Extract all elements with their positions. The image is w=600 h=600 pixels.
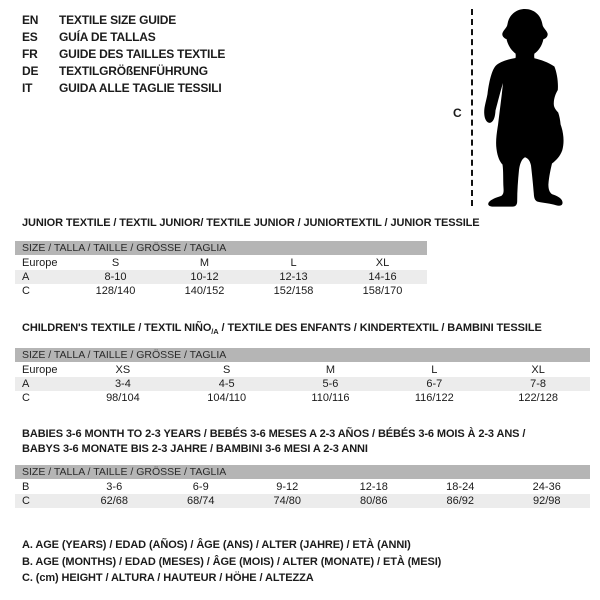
row-label: C — [22, 392, 30, 404]
table-row-europe — [15, 363, 590, 378]
table-row-height — [15, 391, 590, 405]
value-cell: 24-36 — [532, 481, 561, 493]
value-cell: 7-8 — [486, 377, 590, 391]
value-cell: 92/98 — [504, 494, 591, 508]
table-row-height — [15, 494, 590, 508]
row-label: Europe — [22, 364, 58, 376]
title-text: / TEXTILE DES ENFANTS / KINDERTEXTIL / BAMBINI TESSILE — [218, 322, 542, 334]
language-title: GUIDE DES TAILLES TEXTILE — [59, 47, 226, 61]
title-text: CHILDREN'S TEXTILE / TEXTIL NIÑO — [22, 322, 212, 334]
language-code: EN — [22, 13, 39, 27]
size-cell: XL — [531, 364, 545, 376]
value-cell: 18-24 — [446, 481, 475, 493]
junior-section-title: JUNIOR TEXTILE / TEXTIL JUNIOR/ TEXTILE JUNIOR / JUNIORTEXTIL / JUNIOR TESSILE — [22, 217, 480, 229]
footnote-c: C. (cm) HEIGHT / ALTURA / HAUTEUR / HÖHE / ALTEZZA — [22, 572, 314, 584]
language-title: GUIDA ALLE TAGLIE TESSILI — [59, 81, 222, 95]
table-row-age — [15, 377, 590, 391]
toddler-silhouette — [482, 8, 568, 208]
size-cell: S — [223, 364, 231, 376]
footnotes — [22, 537, 441, 587]
language-code: FR — [22, 47, 38, 61]
value-cell: 104/110 — [207, 392, 247, 404]
language-title: GUÍA DE TALLAS — [59, 30, 156, 44]
value-cell: 10-12 — [160, 270, 249, 284]
language-list — [22, 12, 225, 97]
language-code: DE — [22, 64, 39, 78]
row-label: B — [22, 481, 30, 493]
size-cell: L — [431, 364, 438, 376]
size-cell: L — [290, 257, 297, 269]
row-label: C — [15, 494, 71, 508]
row-label: A — [15, 270, 71, 284]
value-cell: 110/116 — [311, 392, 350, 404]
language-row-en — [22, 12, 225, 29]
value-cell: 116/122 — [414, 392, 454, 404]
value-cell: 80/86 — [331, 494, 418, 508]
junior-size-table — [15, 241, 427, 298]
height-measure-label: C — [453, 106, 462, 120]
row-label: C — [22, 285, 30, 297]
table-row-height — [15, 284, 427, 298]
language-title: TEXTILGRÖßENFÜHRUNG — [59, 64, 208, 78]
title-subscript: /A — [211, 327, 219, 337]
row-label: A — [15, 377, 71, 391]
size-header-bar: SIZE / TALLA / TAILLE / GRÖSSE / TAGLIA — [15, 465, 590, 480]
babies-title-line-2: BABYS 3-6 MONATE BIS 2-3 JAHRE / BAMBINI 3-6 MESI A 2-3 ANNI — [22, 443, 368, 455]
footnote-a: A. AGE (YEARS) / EDAD (AÑOS) / ÂGE (ANS) / ALTER (JAHRE) / ETÀ (ANNI) — [22, 539, 411, 551]
row-label: Europe — [22, 257, 58, 269]
size-header-row — [15, 348, 590, 363]
language-row-de — [22, 63, 225, 80]
babies-size-table — [15, 465, 590, 508]
language-title: TEXTILE SIZE GUIDE — [59, 13, 177, 27]
size-header-row — [15, 241, 427, 256]
value-cell: 6-9 — [192, 481, 209, 493]
language-row-it — [22, 80, 225, 97]
value-cell: 122/128 — [518, 392, 558, 404]
babies-section-title — [22, 427, 525, 457]
value-cell: 3-6 — [106, 481, 123, 493]
value-cell: 5-6 — [279, 377, 383, 391]
size-header-bar: SIZE / TALLA / TAILLE / GRÖSSE / TAGLIA — [15, 348, 590, 363]
value-cell: 12-13 — [249, 270, 338, 284]
value-cell: 128/140 — [95, 285, 136, 297]
language-code: ES — [22, 30, 38, 44]
children-section-title — [22, 322, 542, 336]
value-cell: 86/92 — [417, 494, 504, 508]
footnote-b: B. AGE (MONTHS) / EDAD (MESES) / ÂGE (MOIS) / ALTER (MONATE) / ETÀ (MESI) — [22, 555, 442, 568]
size-header-bar: SIZE / TALLA / TAILLE / GRÖSSE / TAGLIA — [15, 241, 427, 256]
table-row-age-months — [15, 480, 590, 495]
children-size-table — [15, 348, 590, 405]
language-row-fr — [22, 46, 225, 63]
size-cell: M — [199, 257, 210, 269]
value-cell: 3-4 — [71, 377, 175, 391]
size-cell: XS — [115, 364, 131, 376]
height-dashed-line — [471, 9, 473, 206]
value-cell: 140/152 — [184, 285, 225, 297]
language-row-es — [22, 29, 225, 46]
value-cell: 8-10 — [71, 270, 160, 284]
value-cell: 158/170 — [362, 285, 403, 297]
value-cell: 68/74 — [158, 494, 245, 508]
value-cell: 98/104 — [106, 392, 140, 404]
value-cell: 62/68 — [71, 494, 158, 508]
value-cell: 14-16 — [338, 270, 427, 284]
value-cell: 9-12 — [276, 481, 299, 493]
babies-title-line-1: BABIES 3-6 MONTH TO 2-3 YEARS / BEBÉS 3-6 MESES A 2-3 AÑOS / BÉBÉS 3-6 MOIS À 2-3 ANS / — [22, 428, 526, 440]
value-cell: 6-7 — [382, 377, 486, 391]
table-row-age — [15, 270, 427, 284]
size-cell: M — [325, 364, 336, 376]
value-cell: 152/158 — [273, 285, 314, 297]
size-cell: S — [111, 257, 120, 269]
size-header-row — [15, 465, 590, 480]
value-cell: 12-18 — [359, 481, 388, 493]
value-cell: 4-5 — [175, 377, 279, 391]
table-row-europe — [15, 256, 427, 271]
value-cell: 74/80 — [244, 494, 331, 508]
size-cell: XL — [375, 257, 390, 269]
language-code: IT — [22, 81, 33, 95]
